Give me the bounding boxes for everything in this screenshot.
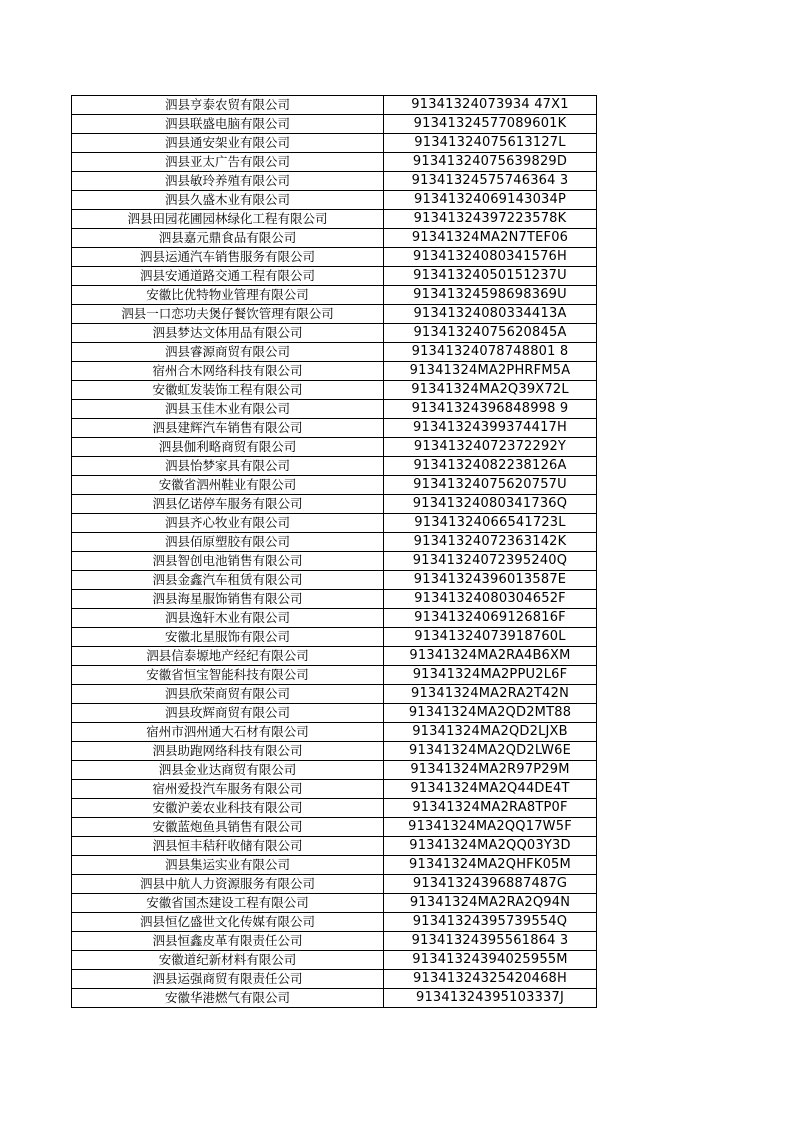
company-name-cell: 泗县一口恋功夫煲仔餐饮管理有限公司 <box>72 305 384 324</box>
credit-code-cell: 91341324078748801 8 <box>384 343 597 362</box>
table-row <box>72 286 597 305</box>
company-name-cell: 泗县亨泰农贸有限公司 <box>72 96 384 115</box>
table-row <box>72 514 597 533</box>
credit-code-cell: 91341324072363142K <box>384 533 597 552</box>
credit-code-cell: 91341324066541723L <box>384 514 597 533</box>
credit-code-cell: 91341324394025955M <box>384 951 597 970</box>
company-name-cell: 宿州爱投汽车服务有限公司 <box>72 780 384 799</box>
company-name-cell: 泗县集运实业有限公司 <box>72 856 384 875</box>
credit-code-cell: 91341324MA2QHFK05M <box>384 856 597 875</box>
company-name-cell: 泗县佰原塑胶有限公司 <box>72 533 384 552</box>
table-row <box>72 723 597 742</box>
credit-code-cell: 91341324073934 47X1 <box>384 96 597 115</box>
table-row <box>72 191 597 210</box>
company-name-cell: 泗县恒丰秸秆收储有限公司 <box>72 837 384 856</box>
table-row <box>72 457 597 476</box>
company-name-cell: 宿州合木网络科技有限公司 <box>72 362 384 381</box>
company-name-cell: 泗县运强商贸有限责任公司 <box>72 970 384 989</box>
table-body <box>72 96 597 1008</box>
company-name-cell: 安徽蓝炮鱼具销售有限公司 <box>72 818 384 837</box>
table-row <box>72 875 597 894</box>
table-row <box>72 533 597 552</box>
company-name-cell: 泗县恒鑫皮革有限责任公司 <box>72 932 384 951</box>
credit-code-cell: 91341324MA2PHRFM5A <box>384 362 597 381</box>
company-name-cell: 泗县智创电池销售有限公司 <box>72 552 384 571</box>
table-row <box>72 229 597 248</box>
company-name-cell: 安徽省恒宝智能科技有限公司 <box>72 666 384 685</box>
credit-code-cell: 91341324MA2R97P29M <box>384 761 597 780</box>
table-row <box>72 837 597 856</box>
company-name-cell: 安徽比优特物业管理有限公司 <box>72 286 384 305</box>
credit-code-cell: 91341324396887487G <box>384 875 597 894</box>
company-name-cell: 安徽华港燃气有限公司 <box>72 989 384 1008</box>
company-name-cell: 宿州市泗州通大石材有限公司 <box>72 723 384 742</box>
table-row <box>72 419 597 438</box>
company-name-cell: 泗县欣荣商贸有限公司 <box>72 685 384 704</box>
company-name-cell: 安徽省国杰建设工程有限公司 <box>72 894 384 913</box>
table-row <box>72 381 597 400</box>
credit-code-cell: 91341324072395240Q <box>384 552 597 571</box>
company-name-cell: 泗县运通汽车销售服务有限公司 <box>72 248 384 267</box>
credit-code-cell: 91341324325420468H <box>384 970 597 989</box>
table-row <box>72 856 597 875</box>
table-row <box>72 780 597 799</box>
table-row <box>72 685 597 704</box>
credit-code-cell: 91341324395561864 3 <box>384 932 597 951</box>
credit-code-cell: 91341324577089601K <box>384 115 597 134</box>
credit-code-cell: 91341324075613127L <box>384 134 597 153</box>
company-name-cell: 泗县信泰塬地产经纪有限公司 <box>72 647 384 666</box>
credit-code-cell: 91341324069143034P <box>384 191 597 210</box>
company-name-cell: 泗县联盛电脑有限公司 <box>72 115 384 134</box>
table-row <box>72 248 597 267</box>
credit-code-cell: 91341324075620757U <box>384 476 597 495</box>
company-name-cell: 泗县敏玲养殖有限公司 <box>72 172 384 191</box>
credit-code-cell: 91341324MA2RA8TP0F <box>384 799 597 818</box>
company-name-cell: 泗县伽利略商贸有限公司 <box>72 438 384 457</box>
company-name-cell: 泗县亚太广告有限公司 <box>72 153 384 172</box>
credit-code-cell: 91341324395103337J <box>384 989 597 1008</box>
credit-code-cell: 91341324MA2RA2T42N <box>384 685 597 704</box>
credit-code-cell: 91341324069126816F <box>384 609 597 628</box>
table-row <box>72 343 597 362</box>
table-row <box>72 495 597 514</box>
credit-code-cell: 91341324575746364 3 <box>384 172 597 191</box>
company-name-cell: 安徽道纪新材料有限公司 <box>72 951 384 970</box>
company-name-cell: 泗县金鑫汽车租赁有限公司 <box>72 571 384 590</box>
company-name-cell: 泗县久盛木业有限公司 <box>72 191 384 210</box>
credit-code-cell: 91341324MA2N7TEF06 <box>384 229 597 248</box>
credit-code-cell: 91341324073918760L <box>384 628 597 647</box>
table-row <box>72 115 597 134</box>
credit-code-cell: 91341324080341736Q <box>384 495 597 514</box>
table-row <box>72 647 597 666</box>
table-row <box>72 590 597 609</box>
table-row <box>72 210 597 229</box>
table-row <box>72 438 597 457</box>
company-name-cell: 泗县嘉元鼎食品有限公司 <box>72 229 384 248</box>
company-name-cell: 泗县恒亿盛世文化传媒有限公司 <box>72 913 384 932</box>
table-row <box>72 153 597 172</box>
credit-code-cell: 91341324082238126A <box>384 457 597 476</box>
credit-code-cell: 91341324MA2QQ17W5F <box>384 818 597 837</box>
company-name-cell: 泗县金业达商贸有限公司 <box>72 761 384 780</box>
company-name-cell: 泗县安通道路交通工程有限公司 <box>72 267 384 286</box>
company-name-cell: 泗县梦达文体用品有限公司 <box>72 324 384 343</box>
company-name-cell: 泗县怡梦家具有限公司 <box>72 457 384 476</box>
table-row <box>72 742 597 761</box>
table-row <box>72 818 597 837</box>
table-row <box>72 362 597 381</box>
table-row <box>72 761 597 780</box>
table-row <box>72 932 597 951</box>
credit-code-cell: 91341324396013587E <box>384 571 597 590</box>
table-row <box>72 400 597 419</box>
credit-code-cell: 91341324MA2QD2LW6E <box>384 742 597 761</box>
company-name-cell: 泗县田园花圃园林绿化工程有限公司 <box>72 210 384 229</box>
company-name-cell: 泗县中航人力资源服务有限公司 <box>72 875 384 894</box>
company-name-cell: 泗县逸轩木业有限公司 <box>72 609 384 628</box>
table-row <box>72 96 597 115</box>
company-name-cell: 安徽省泗州鞋业有限公司 <box>72 476 384 495</box>
credit-code-cell: 91341324399374417H <box>384 419 597 438</box>
table-row <box>72 552 597 571</box>
company-name-cell: 泗县睿源商贸有限公司 <box>72 343 384 362</box>
credit-code-cell: 91341324MA2QD2LJXB <box>384 723 597 742</box>
company-name-cell: 泗县助跑网络科技有限公司 <box>72 742 384 761</box>
credit-code-cell: 91341324MA2RA2Q94N <box>384 894 597 913</box>
company-name-cell: 泗县亿诺停车服务有限公司 <box>72 495 384 514</box>
table-row <box>72 913 597 932</box>
table-row <box>72 951 597 970</box>
credit-code-cell: 91341324075620845A <box>384 324 597 343</box>
credit-code-cell: 91341324050151237U <box>384 267 597 286</box>
company-name-cell: 安徽虹发装饰工程有限公司 <box>72 381 384 400</box>
credit-code-cell: 91341324MA2QD2MT88 <box>384 704 597 723</box>
table-row <box>72 609 597 628</box>
credit-code-cell: 91341324395739554Q <box>384 913 597 932</box>
table-row <box>72 476 597 495</box>
company-name-cell: 泗县海星服饰销售有限公司 <box>72 590 384 609</box>
credit-code-cell: 91341324MA2PPU2L6F <box>384 666 597 685</box>
credit-code-cell: 91341324072372292Y <box>384 438 597 457</box>
table-row <box>72 704 597 723</box>
table-row <box>72 894 597 913</box>
credit-code-cell: 91341324397223578K <box>384 210 597 229</box>
company-name-cell: 泗县通安架业有限公司 <box>72 134 384 153</box>
table-row <box>72 305 597 324</box>
table-row <box>72 134 597 153</box>
company-name-cell: 泗县玉佳木业有限公司 <box>72 400 384 419</box>
table-row <box>72 571 597 590</box>
table-row <box>72 324 597 343</box>
company-table <box>71 95 597 1008</box>
credit-code-cell: 91341324080304652F <box>384 590 597 609</box>
company-name-cell: 安徽北星服饰有限公司 <box>72 628 384 647</box>
company-name-cell: 泗县玫辉商贸有限公司 <box>72 704 384 723</box>
table-row <box>72 628 597 647</box>
table-row <box>72 267 597 286</box>
credit-code-cell: 91341324075639829D <box>384 153 597 172</box>
table-row <box>72 989 597 1008</box>
company-name-cell: 安徽沪姜农业科技有限公司 <box>72 799 384 818</box>
credit-code-cell: 91341324MA2QQ03Y3D <box>384 837 597 856</box>
table-row <box>72 172 597 191</box>
credit-code-cell: 91341324MA2RA4B6XM <box>384 647 597 666</box>
credit-code-cell: 91341324396848998 9 <box>384 400 597 419</box>
credit-code-cell: 91341324080334413A <box>384 305 597 324</box>
credit-code-cell: 91341324MA2Q39X72L <box>384 381 597 400</box>
table-row <box>72 970 597 989</box>
company-name-cell: 泗县建辉汽车销售有限公司 <box>72 419 384 438</box>
credit-code-cell: 91341324080341576H <box>384 248 597 267</box>
credit-code-cell: 91341324MA2Q44DE4T <box>384 780 597 799</box>
company-name-cell: 泗县齐心牧业有限公司 <box>72 514 384 533</box>
credit-code-cell: 91341324598698369U <box>384 286 597 305</box>
table-row <box>72 799 597 818</box>
table-row <box>72 666 597 685</box>
